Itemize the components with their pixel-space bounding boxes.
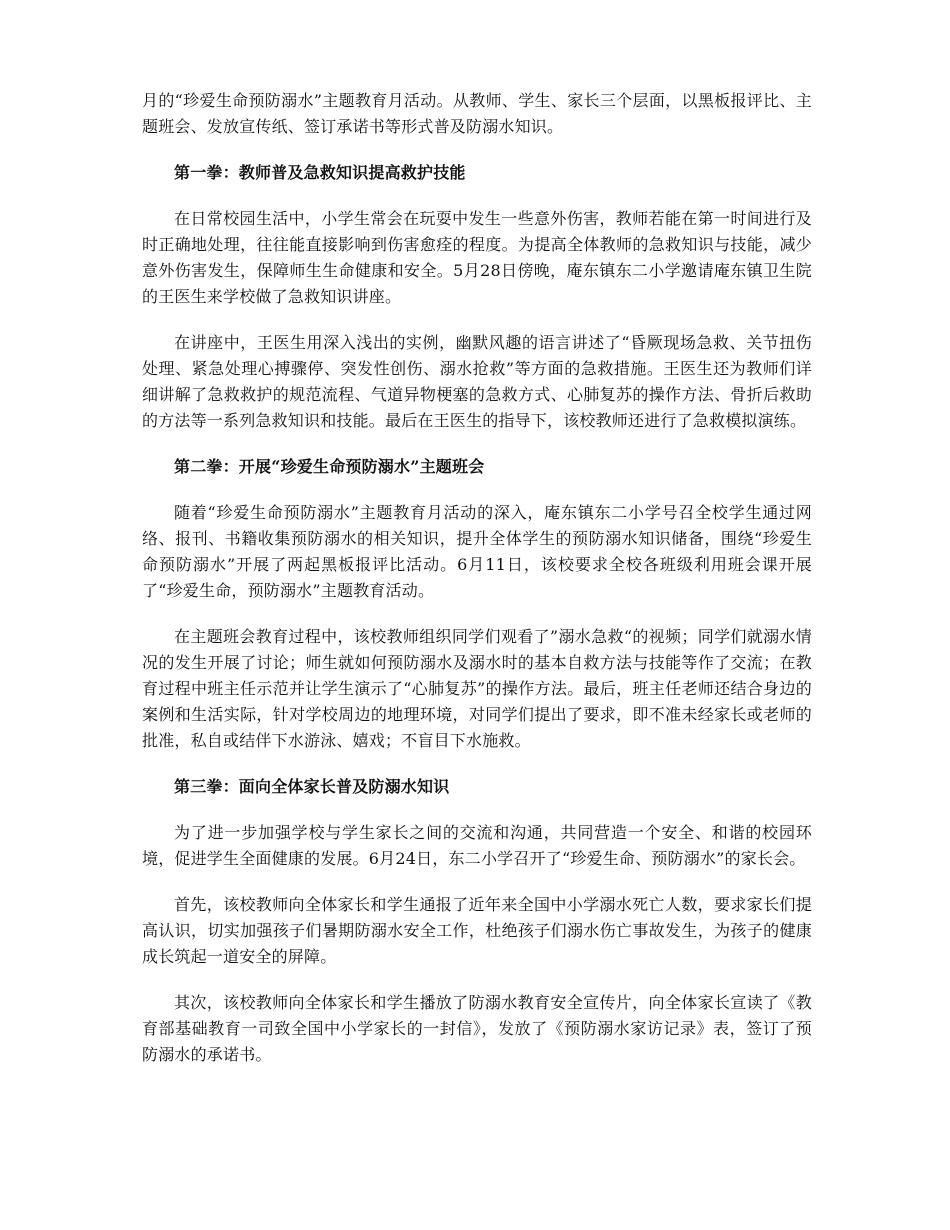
section-3-paragraph-2: 首先，该校教师向全体家长和学生通报了近年来全国中小学溺水死亡人数，要求家长们提高认识，切实加强孩子们暑期防溺水安全工作，杜绝孩子们溺水伤亡事故发生，为孩子的健康成长筑起一道安全的屏障。: [142, 895, 812, 966]
section-3-heading: 第三拳：面向全体家长普及防溺水知识: [174, 777, 450, 796]
section-1-paragraph-1: 在日常校园生活中，小学生常会在玩耍中发生一些意外伤害，教师若能在第一时间进行及时正确地处理，往往能直接影响到伤害愈痊的程度。为提高全体教师的急救知识与技能，减少意外伤害发生，保障师生生命健康和安全。5月28日傍晚，庵东镇东二小学邀请庵东镇卫生院的王医生来学校做了急救知识讲座。: [142, 209, 812, 306]
section-2-heading: 第二拳：开展“珍爱生命预防溺水”主题班会: [174, 457, 485, 476]
intro-paragraph: 月的“珍爱生命预防溺水”主题教育月活动。从教师、学生、家长三个层面，以黑板报评比、主题班会、发放宣传纸、签订承诺书等形式普及防溺水知识。: [142, 91, 812, 136]
section-2-paragraph-2: 在主题班会教育过程中，该校教师组织同学们观看了”溺水急救“的视频；同学们就溺水情况的发生开展了讨论；师生就如何预防溺水及溺水时的基本自救方法与技能等作了交流；在教育过程中班主任示范并让学生演示了“心肺复苏”的操作方法。最后，班主任老师还结合身边的案例和生活实际，针对学校周边的地理环境，对同学们提出了要求，即不准未经家长或老师的批准，私自或结伴下水游泳、嬉戏；不盲目下水施救。: [142, 627, 812, 750]
section-1-heading: 第一拳：教师普及急救知识提高救护技能: [174, 163, 466, 182]
document-page: [142, 88, 812, 1088]
section-1-paragraph-2: 在讲座中，王医生用深入浅出的实例，幽默风趣的语言讲述了“昏厥现场急救、关节扭伤处理、紧急处理心搏骤停、突发性创伤、溺水抢救”等方面的急救措施。王医生还为教师们详细讲解了急救救护的规范流程、气道异物梗塞的急救方式、心肺复苏的操作方法、骨折后救助的方法等一系列急救知识和技能。最后在王医生的指导下，该校教师还进行了急救模拟演练。: [142, 333, 812, 430]
section-3-paragraph-3: 其次，该校教师向全体家长和学生播放了防溺水教育安全宣传片，向全体家长宣读了《教育部基础教育一司致全国中小学家长的一封信》，发放了《预防溺水家访记录》表，签订了预防溺水的承诺书。: [142, 993, 812, 1064]
section-3-paragraph-1: 为了进一步加强学校与学生家长之间的交流和沟通，共同营造一个安全、和谐的校园环境，促进学生全面健康的发展。6月24日，东二小学召开了“珍爱生命、预防溺水”的家长会。: [142, 823, 812, 868]
section-2-paragraph-1: 随着“珍爱生命预防溺水”主题教育月活动的深入，庵东镇东二小学号召全校学生通过网络、报刊、书籍收集预防溺水的相关知识，提升全体学生的预防溺水知识储备，围绕“珍爱生命预防溺水”开展了两起黑板报评比活动。6月11日，该校要求全校各班级利用班会课开展了“珍爱生命，预防溺水”主题教育活动。: [142, 503, 812, 600]
